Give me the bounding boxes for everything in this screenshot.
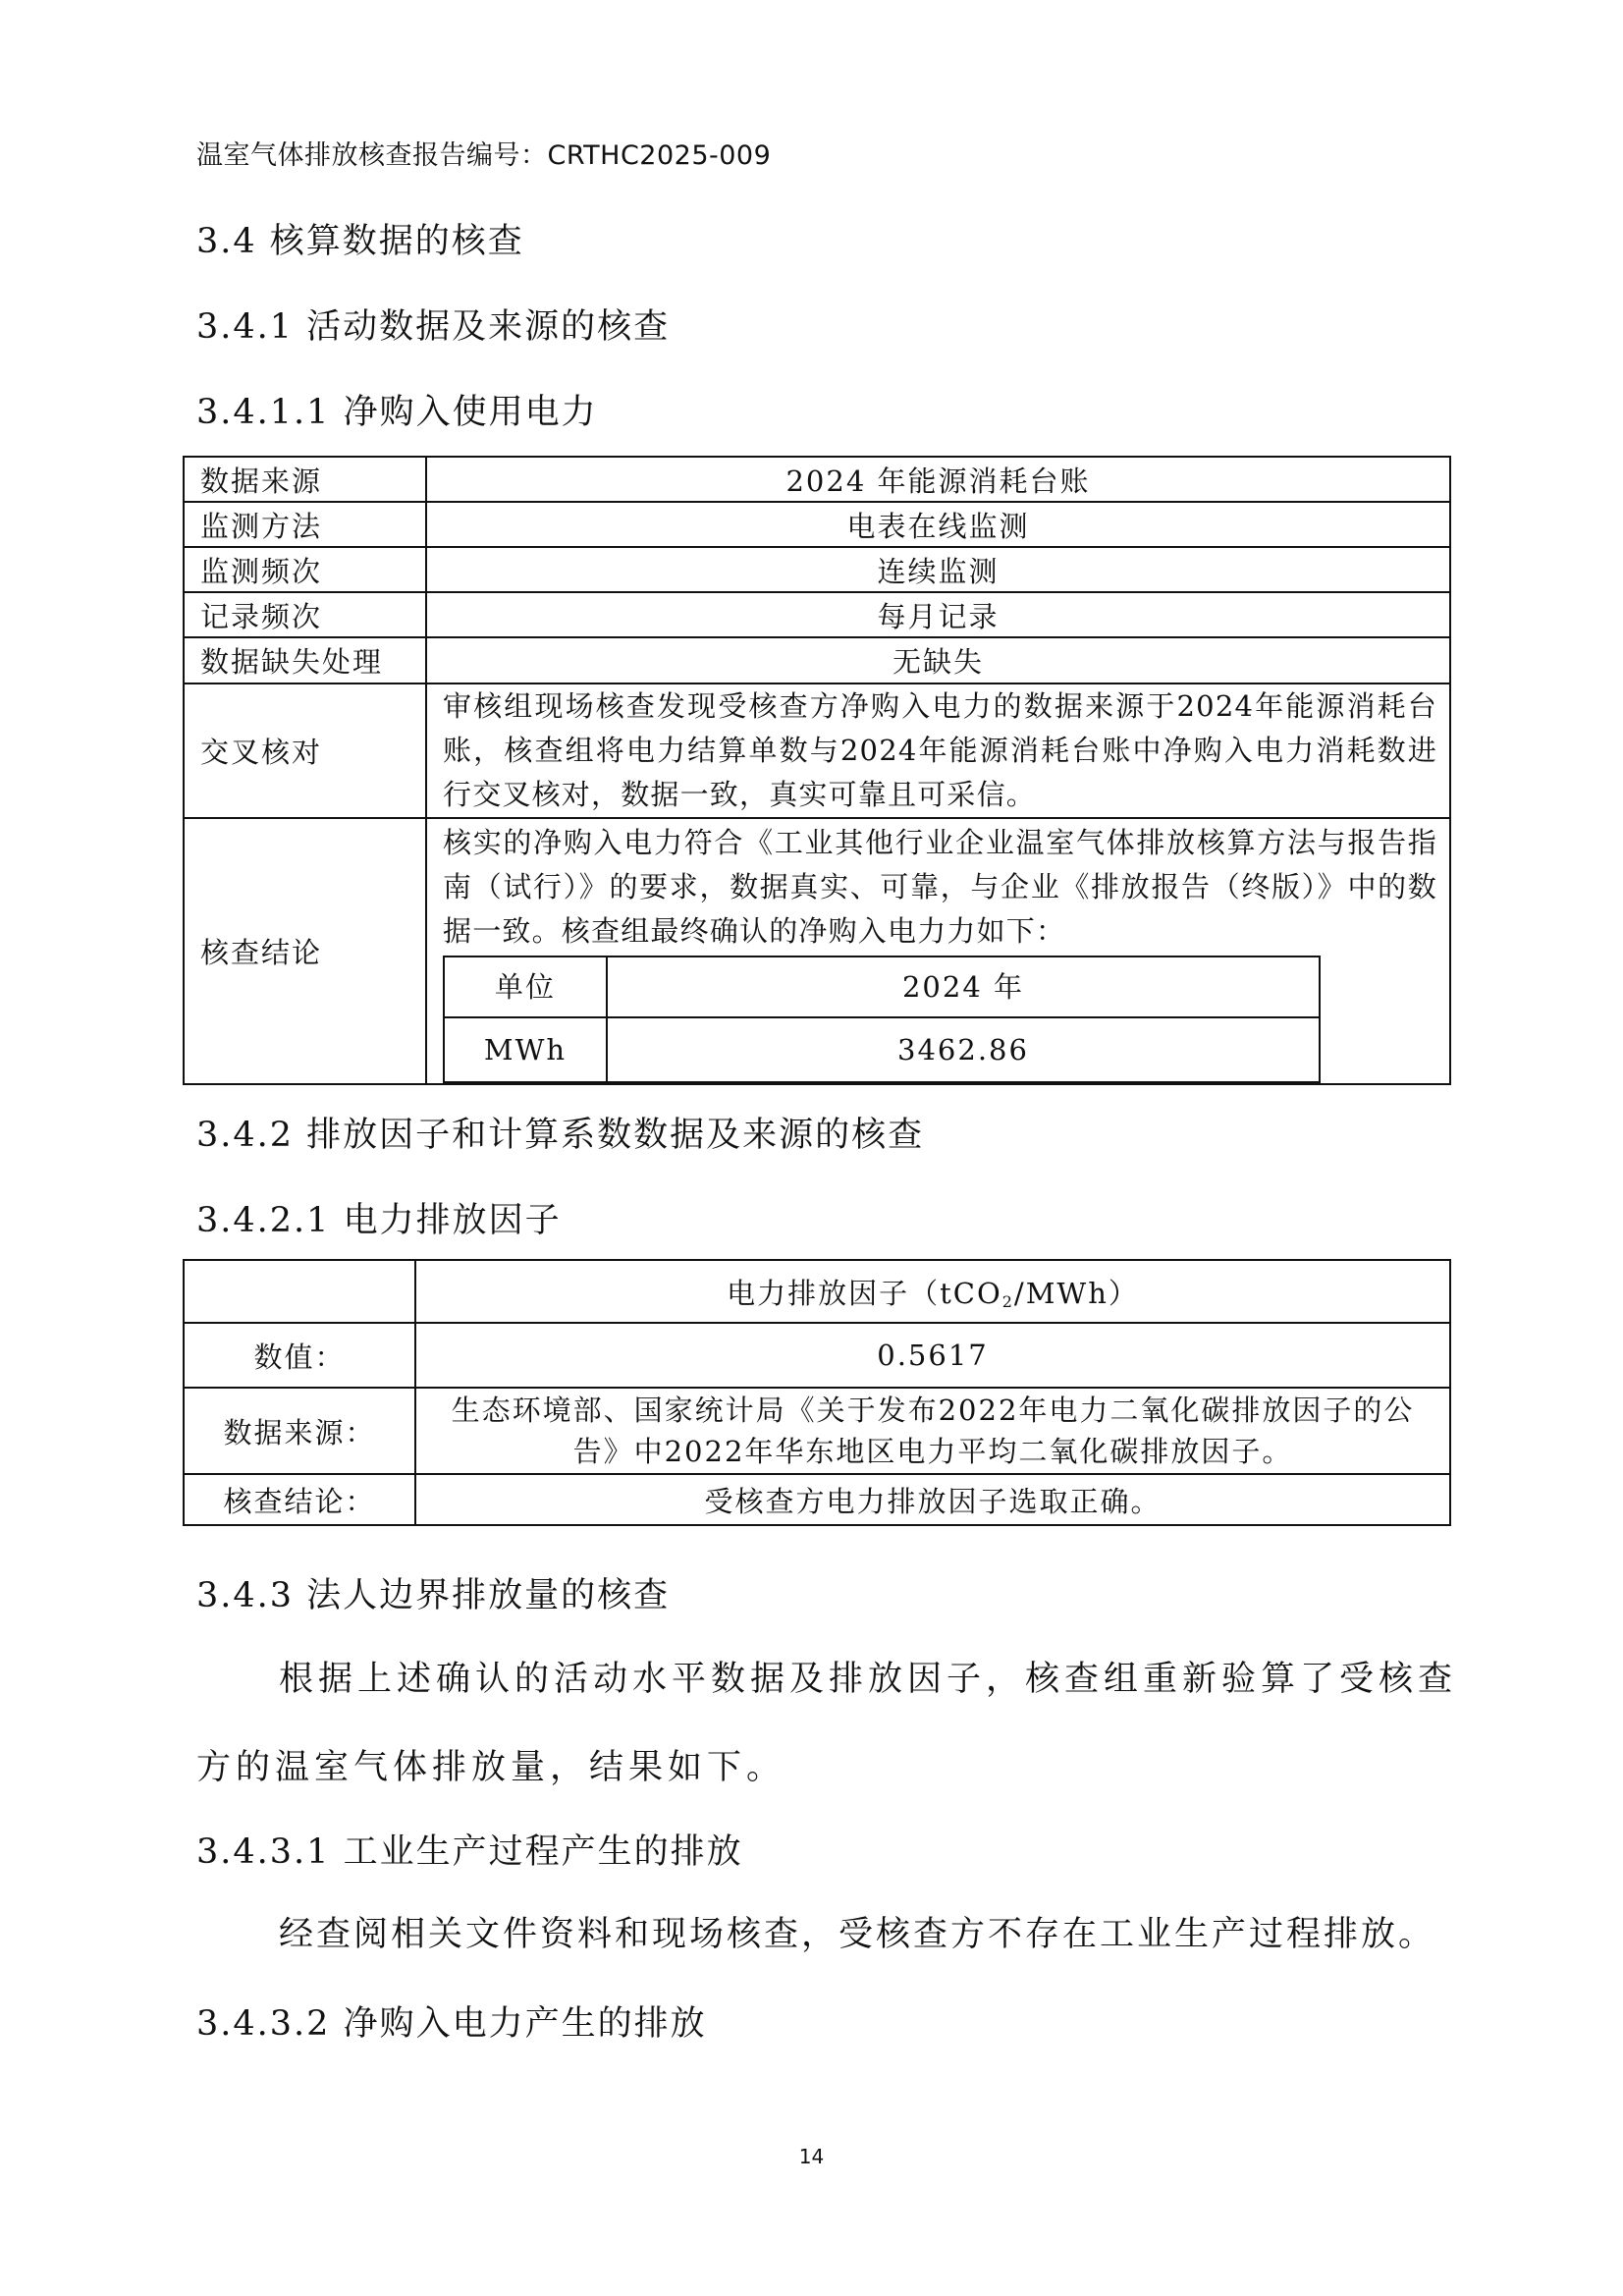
table-row [184, 1474, 1450, 1525]
row-label: 核查结论： [184, 1474, 415, 1525]
electricity-value: 3462.86 [607, 1017, 1320, 1082]
heading-3-4-1-1: 3.4.1.1 净购入使用电力 [196, 393, 598, 432]
row-value: 2024 年能源消耗台账 [426, 457, 1450, 502]
year-header: 2024 年 [607, 957, 1320, 1017]
row-value: 每月记录 [426, 592, 1450, 637]
table-row [184, 592, 1450, 637]
table-row [444, 1017, 1320, 1082]
unit-header: 单位 [444, 957, 607, 1017]
factor-conclusion: 受核查方电力排放因子选取正确。 [415, 1474, 1450, 1525]
table-row [184, 1260, 1450, 1323]
conclusion-text: 核实的净购入电力符合《工业其他行业企业温室气体排放核算方法与报告指南（试行）》的要求，数据真实、可靠，与企业《排放报告（终版）》中的数据一致。核查组最终确认的净购入电力力如下： [443, 826, 1437, 948]
row-label: 监测频次 [184, 547, 426, 592]
table-row [184, 637, 1450, 683]
row-label: 核查结论 [184, 818, 426, 1084]
page-number: 14 [798, 2145, 825, 2168]
row-label: 交叉核对 [184, 683, 426, 818]
heading-3-4-3-1: 3.4.3.1 工业生产过程产生的排放 [196, 1832, 743, 1872]
factor-header: 电力排放因子（tCO$_2$/MWh） [415, 1260, 1450, 1323]
table-row [184, 502, 1450, 547]
row-label: 记录频次 [184, 592, 426, 637]
unit-value: MWh [444, 1017, 607, 1082]
heading-3-4-3-2: 3.4.3.2 净购入电力产生的排放 [196, 2004, 707, 2044]
table-row [184, 547, 1450, 592]
row-value: 电表在线监测 [426, 502, 1450, 547]
electricity-data-table [183, 456, 1451, 1085]
row-label: 数据来源： [184, 1388, 415, 1474]
paragraph-line: 方的温室气体排放量，结果如下。 [196, 1748, 786, 1787]
factor-value: 0.5617 [415, 1323, 1450, 1388]
table-row [184, 457, 1450, 502]
heading-3-4-1: 3.4.1 活动数据及来源的核查 [196, 307, 671, 347]
heading-3-4-3: 3.4.3 法人边界排放量的核查 [196, 1576, 671, 1615]
row-label: 数值： [184, 1323, 415, 1388]
row-label: 数据来源 [184, 457, 426, 502]
report-header: 温室气体排放核查报告编号：CRTHC2025-009 [196, 140, 772, 171]
table-row [184, 1323, 1450, 1388]
paragraph-line: 根据上述确认的活动水平数据及排放因子，核查组重新验算了受核查 [279, 1660, 1458, 1699]
table-row [444, 957, 1320, 1017]
row-label: 监测方法 [184, 502, 426, 547]
row-label: 数据缺失处理 [184, 637, 426, 683]
heading-3-4-2: 3.4.2 排放因子和计算系数数据及来源的核查 [196, 1116, 925, 1155]
table-row-conclusion [184, 818, 1450, 1084]
heading-3-4: 3.4 核算数据的核查 [196, 222, 524, 261]
row-value: 连续监测 [426, 547, 1450, 592]
paragraph: 经查阅相关文件资料和现场核查，受核查方不存在工业生产过程排放。 [279, 1915, 1436, 1954]
empty-header-cell [184, 1260, 415, 1323]
emission-factor-table [183, 1259, 1451, 1526]
factor-source: 生态环境部、国家统计局《关于发布2022年电力二氧化碳排放因子的公告》中2022年华东地区电力平均二氧化碳排放因子。 [415, 1388, 1450, 1474]
table-row-cross-check [184, 683, 1450, 818]
conclusion-cell [426, 818, 1450, 1084]
net-electricity-table [443, 956, 1321, 1083]
row-value: 无缺失 [426, 637, 1450, 683]
cross-check-text: 审核组现场核查发现受核查方净购入电力的数据来源于2024年能源消耗台账，核查组将电力结算单数与2024年能源消耗台账中净购入电力消耗数进行交叉核对，数据一致，真实可靠且可采信。 [426, 683, 1450, 818]
table-row [184, 1388, 1450, 1474]
heading-3-4-2-1: 3.4.2.1 电力排放因子 [196, 1201, 562, 1240]
